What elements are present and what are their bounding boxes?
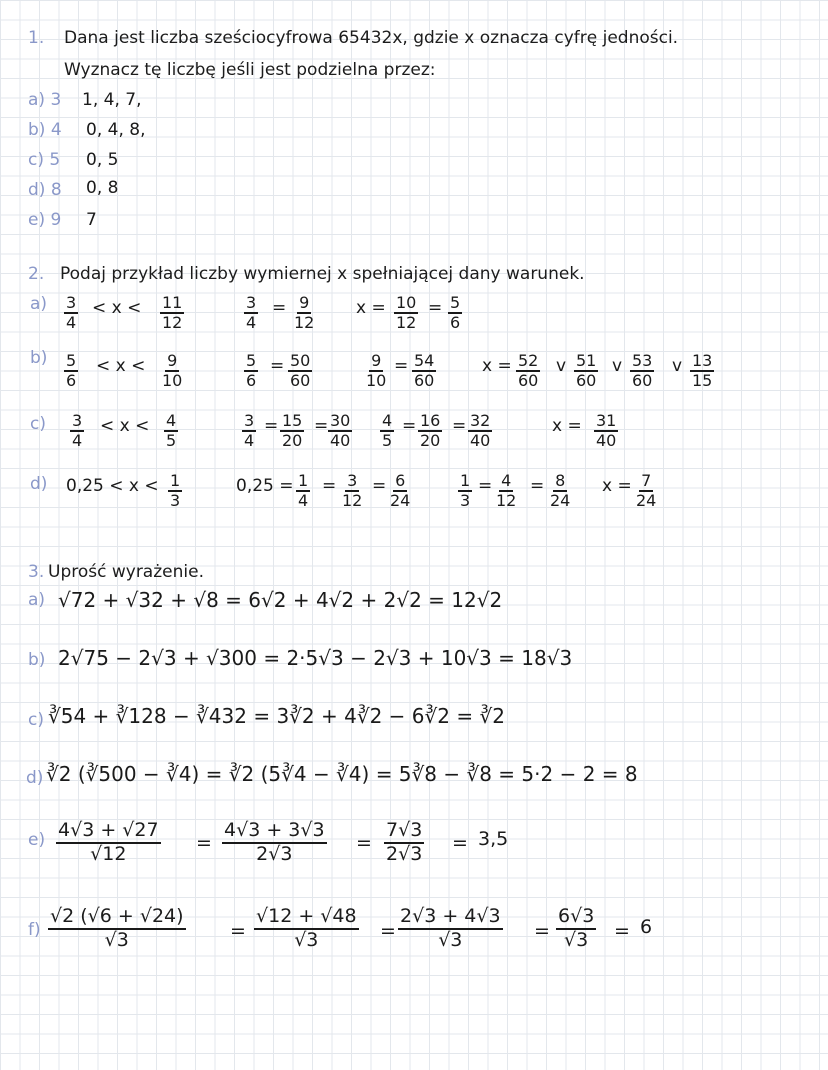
task2-c-xfrac: $\frac{31}{40}$ (596, 411, 617, 451)
task2-d-cond-left: 0,25 < x < (66, 476, 159, 496)
task2-b-opt3: $\frac{53}{60}$ (632, 351, 653, 391)
task3-e-eq3: = (452, 832, 468, 854)
task3-f-frac2: $\frac{√12 + √48}{√3}$ (256, 905, 357, 951)
task2-d-eq4: = (530, 476, 545, 496)
task1-line1: Dana jest liczba sześciocyfrowa 65432x, gdzie x oznacza cyfrę jedności. (64, 28, 679, 48)
task2-b-label: b) (30, 348, 48, 368)
task3-d-expr: ∛2 (∛500 − ∛4) = ∛2 (5∛4 − ∛4) = 5∛8 − ∛8 = 5·2 − 2 = 8 (46, 762, 638, 786)
task2-b-opt2: $\frac{51}{60}$ (576, 351, 597, 391)
task3-title: Uprość wyrażenie. (48, 562, 204, 582)
task2-d-w3: $\frac{6}{24}$ (390, 471, 411, 511)
task2-b-eq: = (270, 356, 285, 376)
task1-item-e-answer: 7 (86, 210, 97, 230)
task2-c-eq: = (264, 416, 279, 436)
task2-d-x: x = (602, 476, 632, 496)
task3-e-frac1: $\frac{4√3 + √27}{√12}$ (58, 819, 159, 865)
task2-a-eq: = (272, 298, 287, 318)
task2-d-w1: $\frac{1}{4}$ (298, 471, 309, 511)
task2-d-w2: $\frac{3}{12}$ (342, 471, 363, 511)
task2-a-w1: $\frac{3}{4}$ (246, 293, 257, 333)
task2-c-w3: $\frac{30}{40}$ (330, 411, 351, 451)
task1-item-a-answer: 1, 4, 7, (82, 90, 142, 110)
task2-d-eq2: = (372, 476, 387, 496)
task3-f-frac3: $\frac{2√3 + 4√3}{√3}$ (400, 905, 501, 951)
task3-f-result: 6 (640, 916, 653, 938)
task3-c-expr: ∛54 + ∛128 − ∛432 = 3∛2 + 4∛2 − 6∛2 = ∛2 (48, 704, 505, 728)
task3-b-expr: 2√75 − 2√3 + √300 = 2·5√3 − 2√3 + 10√3 = 18√3 (58, 646, 573, 670)
task2-c-cond-frac2: $\frac{4}{5}$ (166, 411, 177, 451)
task3-f-eq4: = (614, 920, 630, 942)
task1-item-d-answer: 0, 8 (86, 178, 119, 198)
task2-b-opt1: $\frac{52}{60}$ (518, 351, 539, 391)
task3-e-label: e) (28, 830, 46, 850)
task2-c-eq3: = (402, 416, 417, 436)
task1-item-c-label: c) 5 (28, 150, 61, 170)
task2-a-label: a) (30, 294, 48, 314)
task3-c-label: c) (28, 710, 44, 730)
task2-d-w0: 0,25 = (236, 476, 294, 496)
task1-item-b-answer: 0, 4, 8, (86, 120, 146, 140)
task2-c-w4: $\frac{4}{5}$ (382, 411, 393, 451)
task2-a-xfrac: $\frac{10}{12}$ (396, 293, 417, 333)
task3-e-result: 3,5 (478, 828, 509, 850)
task2-c-cond-frac1: $\frac{3}{4}$ (72, 411, 83, 451)
task3-e-frac3: $\frac{7√3}{2√3}$ (386, 819, 423, 865)
task3-e-frac2: $\frac{4√3 + 3√3}{2√3}$ (224, 819, 325, 865)
task2-d-eq: = (322, 476, 337, 496)
task2-b-or3: v (672, 356, 683, 376)
task3-f-eq1: = (230, 920, 246, 942)
task1-item-a-label: a) 3 (28, 90, 62, 110)
task2-d-eq3: = (478, 476, 493, 496)
task2-a-cond-mid: < x < (92, 298, 142, 318)
task2-b-cond-frac1: $\frac{5}{6}$ (66, 351, 77, 391)
task2-a-x: x = (356, 298, 386, 318)
task2-c-w6: $\frac{32}{40}$ (470, 411, 491, 451)
task2-b-or1: v (556, 356, 567, 376)
task2-a-eq2: = (428, 298, 443, 318)
task3-number: 3. (28, 562, 45, 582)
task2-d-w6: $\frac{8}{24}$ (550, 471, 571, 511)
task2-d-label: d) (30, 474, 48, 494)
task2-d-w5: $\frac{4}{12}$ (496, 471, 517, 511)
task3-e-eq2: = (356, 832, 372, 854)
task2-c-w2: $\frac{15}{20}$ (282, 411, 303, 451)
task2-b-w4: $\frac{54}{60}$ (414, 351, 435, 391)
task3-a-label: a) (28, 590, 46, 610)
task3-f-frac4: $\frac{6√3}{√3}$ (558, 905, 595, 951)
task3-f-eq2: = (380, 920, 396, 942)
task2-a-w2: $\frac{9}{12}$ (294, 293, 315, 333)
task2-b-cond-frac2: $\frac{9}{10}$ (162, 351, 183, 391)
task2-a-cond-frac1: $\frac{3}{4}$ (66, 293, 77, 333)
task2-b-or2: v (612, 356, 623, 376)
task2-c-cond-mid: < x < (100, 416, 150, 436)
task1-item-e-label: e) 9 (28, 210, 62, 230)
task2-c-w5: $\frac{16}{20}$ (420, 411, 441, 451)
task3-b-label: b) (28, 650, 46, 670)
task1-line2: Wyznacz tę liczbę jeśli jest podzielna przez: (64, 60, 436, 80)
task2-b-x: x = (482, 356, 512, 376)
task3-f-frac1: $\frac{√2 (√6 + √24)}{√3}$ (50, 905, 184, 951)
task3-d-label: d) (26, 768, 44, 788)
task3-a-expr: √72 + √32 + √8 = 6√2 + 4√2 + 2√2 = 12√2 (58, 588, 503, 612)
task2-a-x2frac: $\frac{5}{6}$ (450, 293, 461, 333)
task2-d-w4: $\frac{1}{3}$ (460, 471, 471, 511)
task2-title: Podaj przykład liczby wymiernej x spełniającej dany warunek. (60, 264, 585, 284)
task2-c-label: c) (30, 414, 46, 434)
task2-c-eq4: = (452, 416, 467, 436)
task2-c-w1: $\frac{3}{4}$ (244, 411, 255, 451)
task2-c-eq2: = (314, 416, 329, 436)
task2-b-cond-mid: < x < (96, 356, 146, 376)
task1-item-d-label: d) 8 (28, 180, 62, 200)
task2-c-x: x = (552, 416, 582, 436)
task2-a-cond-frac2: $\frac{11}{12}$ (162, 293, 183, 333)
task2-b-w1: $\frac{5}{6}$ (246, 351, 257, 391)
task2-b-w3: $\frac{9}{10}$ (366, 351, 387, 391)
task3-f-eq3: = (534, 920, 550, 942)
task1-item-b-label: b) 4 (28, 120, 62, 140)
task2-d-xfrac: $\frac{7}{24}$ (636, 471, 657, 511)
task3-f-label: f) (28, 920, 41, 940)
task2-number: 2. (28, 264, 45, 284)
task2-b-w2: $\frac{50}{60}$ (290, 351, 311, 391)
task2-d-cond-frac2: $\frac{1}{3}$ (170, 471, 181, 511)
task3-e-eq1: = (196, 832, 212, 854)
task1-number: 1. (28, 28, 45, 48)
task2-b-eq2: = (394, 356, 409, 376)
task2-b-opt4: $\frac{13}{15}$ (692, 351, 713, 391)
task1-item-c-answer: 0, 5 (86, 150, 119, 170)
